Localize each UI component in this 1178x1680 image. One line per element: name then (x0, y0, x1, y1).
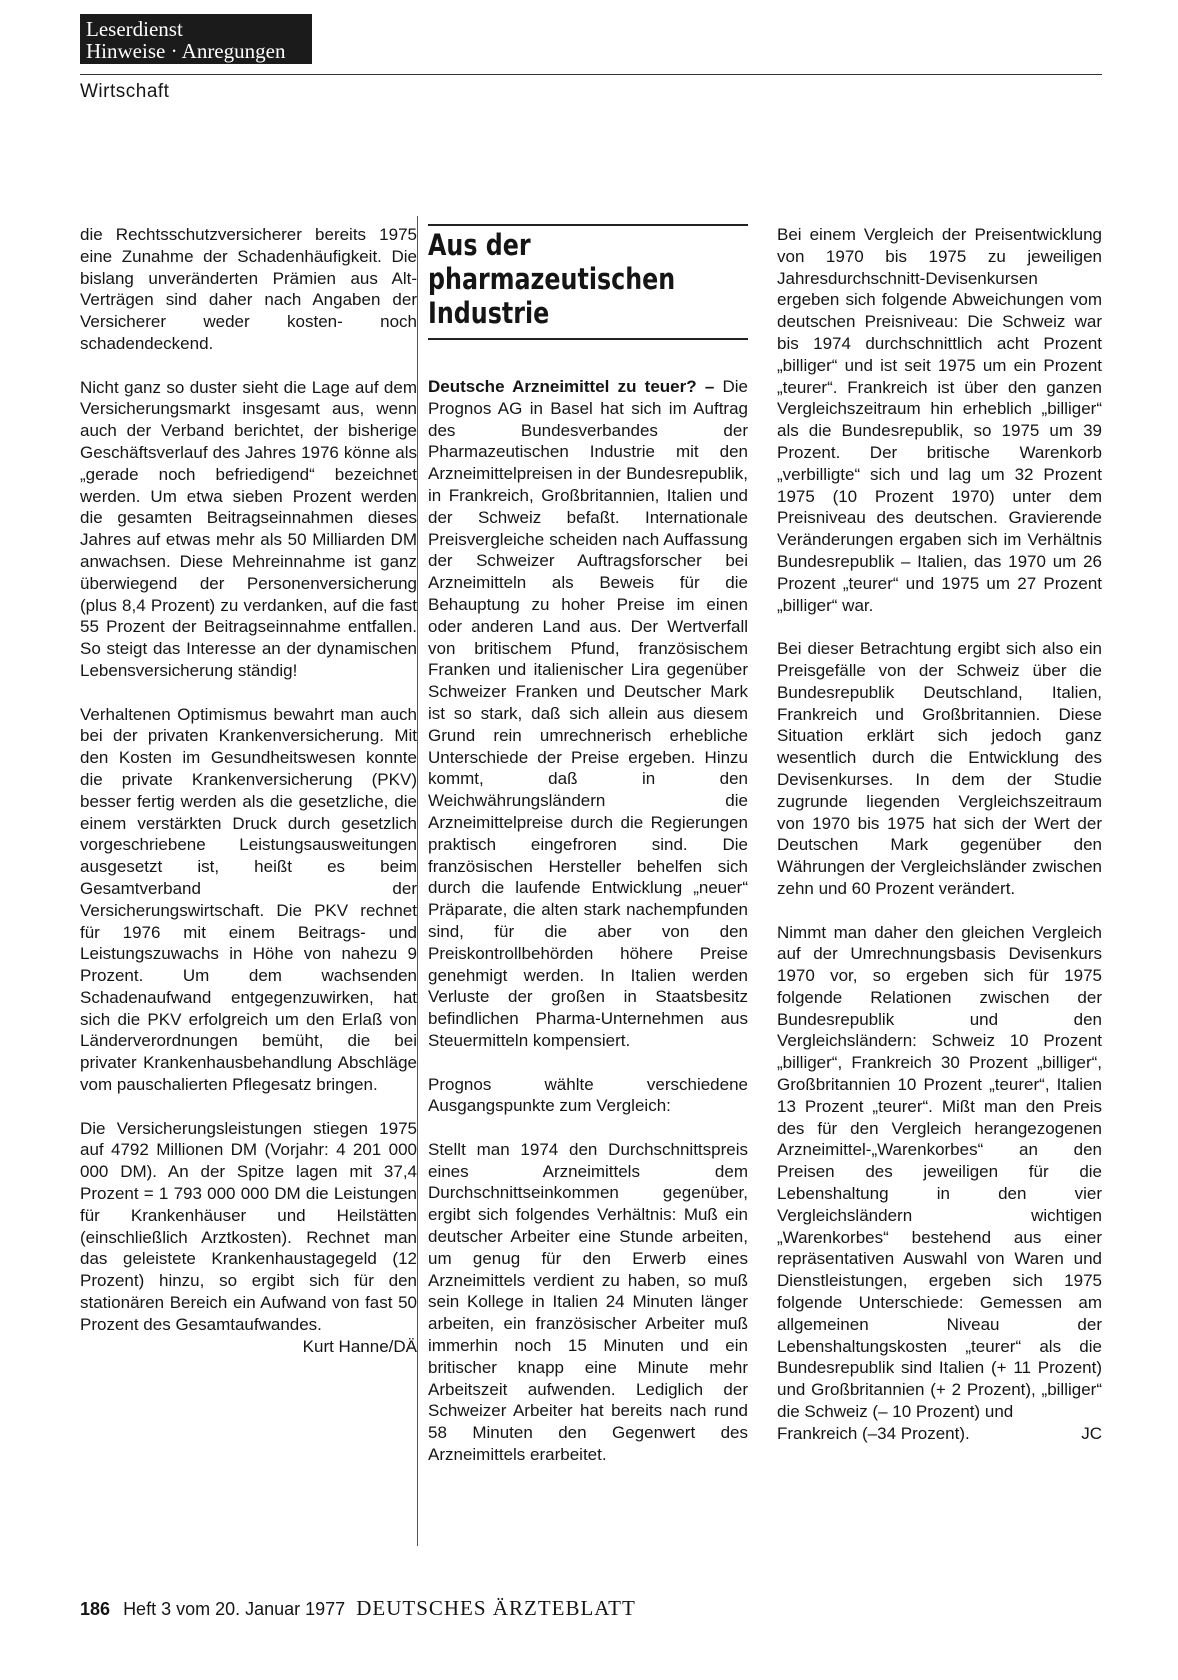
author-signature: Kurt Hanne/DÄ (302, 1336, 417, 1356)
col2-paragraph-1-text: Die Prognos AG in Basel hat sich im Auftrag des Bundesverbandes der Pharmazeutischen Industrie mit den Arzneimittelpreisen in der Bundesrepublik, in Frankreich, Großbritannien, Italien und der Schweiz befaßt. Internationale Preisvergleiche scheiden nach Auffassung der Schweizer Auftragsforscher bei Arzneimitteln als Beweis für die Behauptung zu hoher Preise im einen oder anderen Land aus. Der Wertverfall von britischem Pfund, französischem Franken und italienischer Lira gegenüber Schweizer Franken und Deutscher Mark ist so stark, daß sich allein aus diesem Grund rein umrechnerisch erhebliche Unterschiede der Preise ergeben. Hinzu kommt, daß in den Weichwährungsländern die Arzneimittelpreise durch die Regierungen praktisch eingefroren sind. Die französischen Hersteller behelfen sich durch die laufende Entwicklung „neuer“ Präparate, die alten stark nachempfunden sind, für die aber von den Preiskontrollbehörden höhere Preise genehmigt werden. In Italien werden Verluste der großen in Staatsbesitz befindlichen Pharma-Unternehmen aus Steuermitteln kompensiert. (428, 377, 748, 1050)
article-lead-heading: Deutsche Arzneimittel zu teuer? – (428, 377, 715, 396)
title-rule-top (428, 224, 748, 226)
rubric-box (80, 14, 312, 64)
col1-paragraph-2: Nicht ganz so duster sieht die Lage auf dem Versicherungsmarkt insgesamt aus, wenn auch der Verband berichtet, der bisherige Geschäftsverlauf des Jahres 1976 könne als „gerade noch befriedigend“ bezeichnet werden. Um etwa sieben Prozent werden die gesamten Beitragseinnahmen dieses Jahres auf etwas mehr als 50 Milliarden DM anwachsen. Diese Mehreinnahme ist ganz überwiegend der Personenversicherung (plus 8,4 Prozent) zu verdanken, auf die fast 55 Prozent der Beitragseinnahme entfallen. So steigt das Interesse an der dynamischen Lebensversicherung ständig! (80, 377, 417, 680)
col3-paragraph-1: Bei einem Vergleich der Preisentwicklung von 1970 bis 1975 zu jeweiligen Jahresdurchschnitt-Devisenkursen ergeben sich folgende Abweichungen vom deutschen Preisniveau: Die Schweiz war bis 1974 durchschnittlich acht Prozent „billiger“ und ist seit 1975 um ein Prozent „teurer“. Frankreich ist über den ganzen Vergleichszeitraum hin erheblich „billiger“ als die Bundesrepublik, so 1975 um 39 Prozent. Der britische Warenkorb „verbilligte“ sich und lag um 32 Prozent 1975 (10 Prozent 1970) unter dem Preisniveau des deutschen. Gravierende Veränderungen ergaben sich im Verhältnis Bundesrepublik – Italien, das 1970 um 26 Prozent „teurer“ und 1975 um 27 Prozent „billiger“ war. (777, 225, 1102, 615)
article-title-line-2: pharmazeutischen (428, 262, 676, 296)
col1-paragraph-4-text: Die Versicherungsleistungen stiegen 1975 auf 4792 Millionen DM (Vorjahr: 4 201 000 000 DM). An der Spitze lagen mit 37,4 Prozent = 1 793 000 000 DM die Leistungen für Krankenhäuser und Heilstätten (einschließlich Arztkosten). Rechnet man das geleistete Krankenhaustagegeld (12 Prozent) hinzu, so ergibt sich für den stationären Bereich ein Aufwand von fast 50 Prozent des Gesamtaufwandes. (80, 1118, 417, 1334)
col3-paragraph-3-text: Nimmt man daher den gleichen Vergleich auf der Umrechnungsbasis Devisenkurs 1970 vor, so ergeben sich für 1975 folgende Relationen zwischen der Bundesrepublik und den Vergleichsländern: Schweiz 10 Prozent „billiger“, Frankreich 30 Prozent „billiger“, Großbritannien 10 Prozent „teurer“, Italien 13 Prozent „teurer“. Mißt man den Preis des für den Vergleich herangezogenen Arzneimittel-„Warenkorbes“ an den Preisen des jeweiligen für die Lebenshaltung in den vier Vergleichsländern wichtigen „Warenkorbes“ bestehend aus einer repräsentativen Auswahl von Waren und Dienstleistungen, ergeben sich 1975 folgende Unterschiede: Gemessen am allgemeinen Niveau der Lebenshaltungskosten „teurer“ als die Bundesrepublik sind Italien (+ 11 Prozent) und Großbritannien (+ 2 Prozent), „billiger“ die Schweiz (– 10 Prozent) und (777, 922, 1102, 1422)
col3-last-line-text: Frankreich (–34 Prozent). (777, 1423, 970, 1443)
title-rule-bottom (428, 338, 748, 340)
col1-paragraph-1: die Rechtsschutzversicherer bereits 1975 eine Zunahme der Schadenhäufigkeit. Die bislang unveränderten Prämien aus Alt-Verträgen sind daher nach Angaben der Versicherer weder kosten- noch schadendeckend. (80, 225, 417, 353)
rubric-line-2: Hinweise · Anregungen (86, 39, 286, 63)
col2-paragraph-1 (428, 376, 748, 1052)
article-signature: JC (1081, 1423, 1102, 1443)
article-title (428, 228, 690, 330)
column-1 (80, 224, 417, 1357)
section-label: Wirtschaft (80, 81, 170, 102)
issue-info: Heft 3 vom 20. Januar 1977 (123, 1599, 346, 1619)
col3-paragraph-3 (777, 922, 1102, 1423)
page-footer (80, 1596, 636, 1621)
header-rule (80, 74, 1102, 75)
article-title-line-1: Aus der (428, 228, 531, 262)
column-2 (428, 376, 748, 1488)
journal-name: DEUTSCHES ÄRZTEBLATT (356, 1596, 636, 1620)
article-title-line-3: Industrie (428, 296, 550, 330)
col2-paragraph-2: Prognos wählte verschiedene Ausgangspunkte zum Vergleich: (428, 1074, 748, 1116)
column-3 (777, 224, 1102, 1445)
col2-paragraph-3: Stellt man 1974 den Durchschnittspreis eines Arzneimittels dem Durchschnittseinkommen gegenüber, ergibt sich folgendes Verhältnis: Muß ein deutscher Arbeiter eine Stunde arbeiten, um genug für den Erwerb eines Arzneimittels verdient zu haben, so muß sein Kollege in Italien 24 Minuten länger arbeiten, ein französischer Arbeiter muß immerhin noch 15 Minuten und ein britischer knapp eine Minute mehr Arbeitszeit aufwenden. Lediglich der Schweizer Arbeiter hat bereits nach rund 58 Minuten den Gegenwert des Arzneimittels erarbeitet. (428, 1139, 748, 1465)
col3-paragraph-2: Bei dieser Betrachtung ergibt sich also ein Preisgefälle von der Schweiz über die Bundesrepublik Deutschland, Italien, Frankreich und Großbritannien. Diese Situation erklärt sich jedoch ganz wesentlich durch die Entwicklung des Devisenkurses. In dem der Studie zugrunde liegenden Vergleichszeitraum von 1970 bis 1975 hat sich der Wert der Deutschen Mark gegenüber den Währungen der Vergleichsländer zwischen zehn und 60 Prozent verändert. (777, 639, 1102, 898)
rubric-line-1: Leserdienst (86, 17, 183, 41)
col1-paragraph-3: Verhaltenen Optimismus bewahrt man auch bei der privaten Krankenversicherung. Mit den Kosten im Gesundheitswesen konnte die private Krankenversicherung (PKV) besser fertig werden als die gesetzliche, die einem verstärkten Druck durch gesetzlich vorgeschriebene Leistungsausweitungen ausgesetzt ist, heißt es beim Gesamtverband der Versicherungswirtschaft. Die PKV rechnet für 1976 mit einem Beitrags- und Leistungszuwachs in Höhe von nahezu 9 Prozent. Um dem wachsenden Schadenaufwand entgegenzuwirken, hat sich die PKV erfolgreich um den Erlaß von Länderverordnungen bemüht, die bei privater Krankenhausbehandlung Abschläge vom pauschalierten Pflegesatz bringen. (80, 704, 417, 1095)
col3-last-line (777, 1423, 1102, 1445)
col1-paragraph-4 (80, 1118, 417, 1356)
column-divider (417, 216, 418, 1546)
page-number: 186 (80, 1599, 111, 1619)
